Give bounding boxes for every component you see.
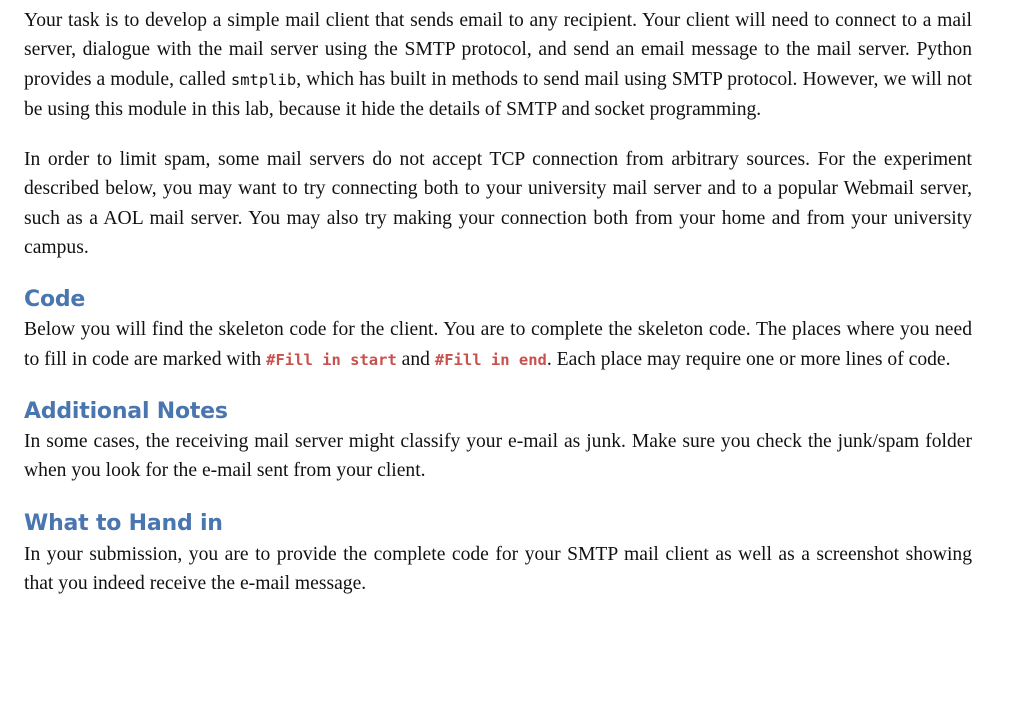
code-text-1: Below you will find the skeleton code for the client. You are to complete the skeleton code. The places where you need to fill in code are marked with xyxy=(24,319,972,370)
code-heading: Code xyxy=(24,287,86,313)
fill-in-start-marker: #Fill in start xyxy=(266,350,397,369)
code-text-and: and xyxy=(396,348,435,370)
intro-text-1: Your task is to develop a simple mail client that sends email to any recipient. Your client will need to connect to a mail server, dialogue with the mail server using the SMTP protocol, and send an email message to the mail server. Python provides a module, called xyxy=(24,10,972,90)
fill-in-end-marker: #Fill in end xyxy=(434,350,547,369)
notes-paragraph: In some cases, the receiving mail server might classify your e-mail as junk. Make sure you check the junk/spam folder when you look for the e-mail sent from your client. xyxy=(24,430,972,482)
paragraph-gap xyxy=(24,124,972,145)
smtplib-code: smtplib xyxy=(230,70,297,89)
spam-paragraph: In order to limit spam, some mail servers do not accept TCP connection from arbitrary sources. For the experiment described below, you may want to try connecting both to your university mail server and to a popular Webmail server, such as a AOL mail server. You may also try making your connection both from your home and from your university campus. xyxy=(24,149,972,259)
document-body xyxy=(24,6,972,598)
intro-paragraph xyxy=(24,6,972,124)
intro-text-2: , which has built in methods to send mail using SMTP protocol. However, we will not be using this module in this lab, because it hide the details of SMTP and socket programming. xyxy=(24,68,972,120)
additional-notes-heading: Additional Notes xyxy=(24,398,228,424)
hand-in-paragraph: In your submission, you are to provide the complete code for your SMTP mail client as well as a screenshot showing that you indeed receive the e-mail message. xyxy=(24,543,972,594)
code-paragraph xyxy=(24,315,972,375)
code-text-2: . Each place may require one or more lines of code. xyxy=(546,348,951,370)
hand-in-heading: What to Hand in xyxy=(24,510,223,536)
